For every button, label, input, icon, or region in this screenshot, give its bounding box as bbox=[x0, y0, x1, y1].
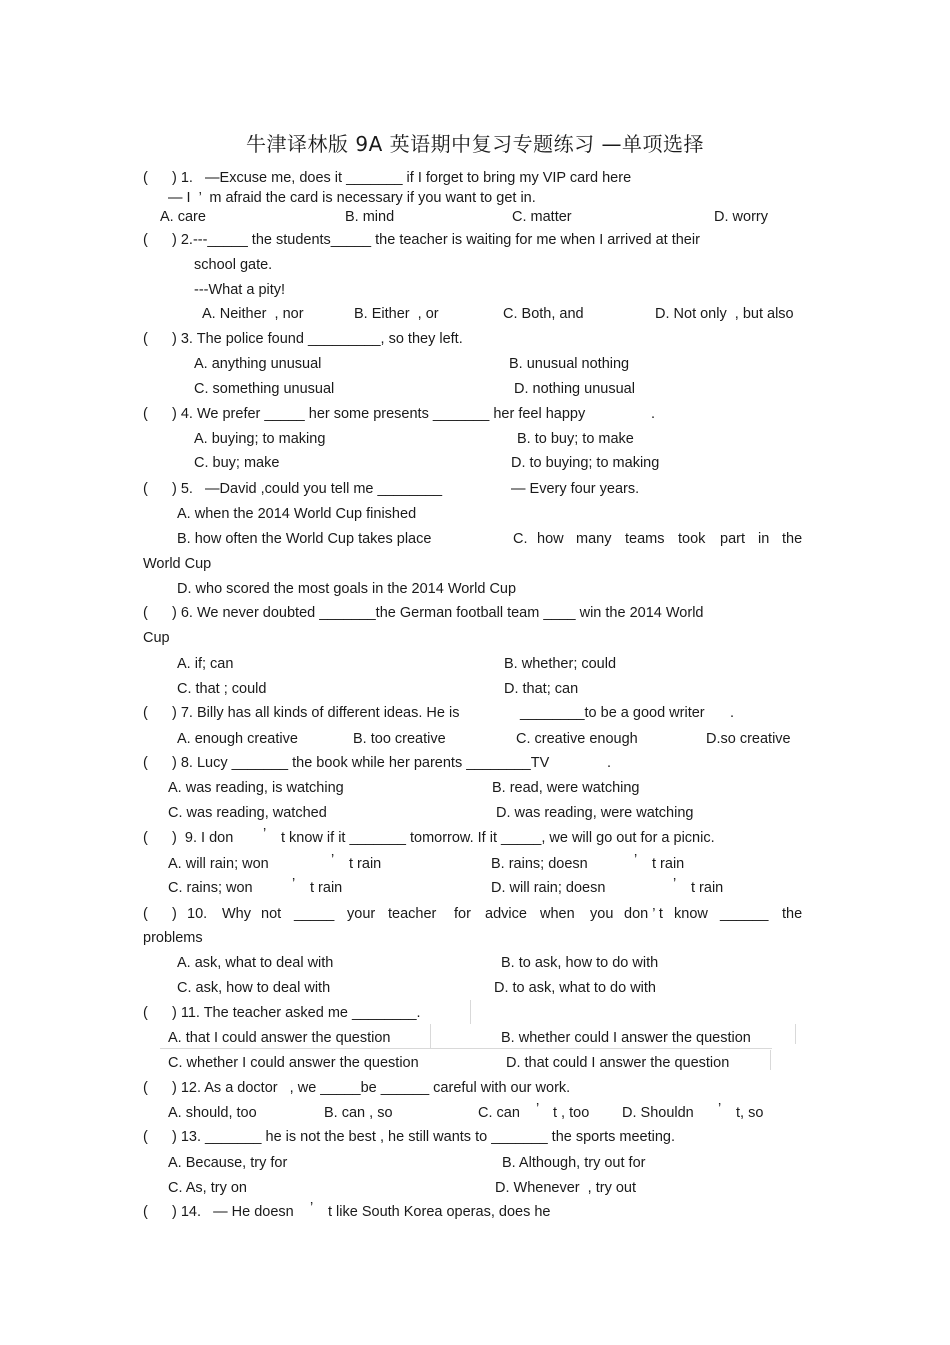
q5-option-c-word: teams bbox=[625, 531, 665, 547]
q6-option-b: B. whether; could bbox=[504, 656, 617, 672]
q5-option-c-cont: World Cup bbox=[143, 556, 212, 572]
q5-option-c-word: many bbox=[576, 531, 612, 547]
q10-stem-word: when bbox=[540, 906, 575, 922]
q13-option-d: D. Whenever , try out bbox=[495, 1180, 637, 1196]
q9-option-a-cont: t rain bbox=[349, 856, 382, 872]
q10-stem-word: Why bbox=[222, 906, 251, 922]
q10-stem-word: your bbox=[347, 906, 376, 922]
q4-period: . bbox=[651, 406, 656, 422]
q3-option-a: A. anything unusual bbox=[194, 356, 322, 372]
q9-option-d-cont: t rain bbox=[691, 880, 724, 896]
q9-option-c-cont: t rain bbox=[310, 880, 343, 896]
q11-option-b: B. whether could I answer the question bbox=[501, 1030, 751, 1046]
q8-option-b: B. read, were watching bbox=[492, 780, 640, 796]
q12-option-c-apostrophe: ’ bbox=[536, 1101, 540, 1117]
q5-option-c-word: in bbox=[758, 531, 770, 547]
q3-stem: ( ) 3. The police found _________, so they left. bbox=[143, 331, 463, 347]
q5-option-d: D. who scored the most goals in the 2014 World Cup bbox=[177, 581, 517, 597]
q10-stem-word: advice bbox=[485, 906, 527, 922]
q2-option-c: C. Both, and bbox=[503, 306, 584, 322]
q6-option-c: C. that ; could bbox=[177, 681, 267, 697]
q9-option-b-cont: t rain bbox=[652, 856, 685, 872]
q5-option-a: A. when the 2014 World Cup finished bbox=[177, 506, 417, 522]
q13-option-c: C. As, try on bbox=[168, 1180, 247, 1196]
table-rule bbox=[470, 1000, 471, 1024]
q11-option-d: D. that could I answer the question bbox=[506, 1055, 730, 1071]
q7-stem-cont: ________to be a good writer bbox=[520, 705, 705, 721]
q8-stem: ( ) 8. Lucy _______ the book while her parents ________TV bbox=[143, 755, 550, 771]
table-rule bbox=[160, 1048, 772, 1049]
q9-apostrophe: ’ bbox=[263, 826, 267, 842]
q6-option-d: D. that; can bbox=[504, 681, 579, 697]
q5-stem: ( ) 5. —David ,could you tell me ________ bbox=[143, 481, 443, 497]
q10-stem-word: for bbox=[454, 906, 471, 922]
table-rule bbox=[430, 1024, 431, 1048]
q1-option-c: C. matter bbox=[512, 209, 572, 225]
q8-option-c: C. was reading, watched bbox=[168, 805, 327, 821]
q4-option-b: B. to buy; to make bbox=[517, 431, 634, 447]
q12-option-c: C. can bbox=[478, 1105, 520, 1121]
q9-option-b-apostrophe: ’ bbox=[634, 852, 638, 868]
q1-option-d: D. worry bbox=[714, 209, 768, 225]
q11-stem: ( ) 11. The teacher asked me ________. bbox=[143, 1005, 421, 1021]
q7-option-a: A. enough creative bbox=[177, 731, 298, 747]
q1-option-b: B. mind bbox=[345, 209, 395, 225]
q10-option-a: A. ask, what to deal with bbox=[177, 955, 334, 971]
q2-option-b: B. Either , or bbox=[354, 306, 439, 322]
q10-option-d: D. to ask, what to do with bbox=[494, 980, 656, 996]
q10-stem-word: 10. bbox=[187, 906, 208, 922]
q9-stem: ( ) 9. I don bbox=[143, 830, 234, 846]
q7-option-b: B. too creative bbox=[353, 731, 446, 747]
q7-option-d: D.so creative bbox=[706, 731, 791, 747]
q4-option-d: D. to buying; to making bbox=[511, 455, 660, 471]
q12-option-b: B. can , so bbox=[324, 1105, 393, 1121]
q9-option-a-apostrophe: ’ bbox=[331, 852, 335, 868]
q10-stem-word: ______ bbox=[720, 906, 769, 922]
q10-option-c: C. ask, how to deal with bbox=[177, 980, 331, 996]
q2-option-d: D. Not only , but also bbox=[655, 306, 794, 322]
q1-reply: — I ’ m afraid the card is necessary if you want to get in. bbox=[168, 190, 536, 206]
q5-option-b: B. how often the World Cup takes place bbox=[177, 531, 432, 547]
q8-period: . bbox=[607, 755, 612, 771]
q5-reply: — Every four years. bbox=[511, 481, 640, 497]
q4-stem: ( ) 4. We prefer _____ her some presents _______ her feel happy bbox=[143, 406, 586, 422]
q12-option-a: A. should, too bbox=[168, 1105, 257, 1121]
q12-stem: ( ) 12. As a doctor , we _____be ______ careful with our work. bbox=[143, 1080, 571, 1096]
q14-apostrophe: ’ bbox=[310, 1200, 314, 1216]
q8-option-a: A. was reading, is watching bbox=[168, 780, 344, 796]
q12-option-c-cont: t , too bbox=[553, 1105, 590, 1121]
q10-stem-cont: problems bbox=[143, 930, 203, 946]
q13-option-a: A. Because, try for bbox=[168, 1155, 288, 1171]
q13-option-b: B. Although, try out for bbox=[502, 1155, 646, 1171]
q2-option-a: A. Neither , nor bbox=[202, 306, 304, 322]
q7-period: . bbox=[730, 705, 735, 721]
q6-stem-cont: Cup bbox=[143, 630, 170, 646]
q7-option-c: C. creative enough bbox=[516, 731, 638, 747]
q5-option-c-word: took bbox=[678, 531, 706, 547]
q9-option-c-apostrophe: ’ bbox=[292, 876, 296, 892]
q5-option-c-word: part bbox=[720, 531, 745, 547]
q9-option-b: B. rains; doesn bbox=[491, 856, 588, 872]
q13-stem: ( ) 13. _______ he is not the best , he still wants to _______ the sports meeting. bbox=[143, 1129, 675, 1145]
q9-option-d-apostrophe: ’ bbox=[673, 876, 677, 892]
q14-stem-cont: t like South Korea operas, does he bbox=[328, 1204, 551, 1220]
q2-stem-cont: school gate. bbox=[194, 257, 273, 273]
q9-stem-cont: t know if it _______ tomorrow. If it _____, we will go out for a picnic. bbox=[281, 830, 715, 846]
q5-option-c-word: C. bbox=[513, 531, 528, 547]
q3-option-c: C. something unusual bbox=[194, 381, 335, 397]
q11-option-a: A. that I could answer the question bbox=[168, 1030, 391, 1046]
q2-reply: ---What a pity! bbox=[194, 282, 286, 298]
q10-stem-word: don ’ t bbox=[624, 906, 663, 922]
q10-stem-word: _____ bbox=[294, 906, 335, 922]
q6-option-a: A. if; can bbox=[177, 656, 234, 672]
q14-stem: ( ) 14. — He doesn bbox=[143, 1204, 294, 1220]
table-rule bbox=[795, 1024, 796, 1044]
q5-option-c-word: the bbox=[782, 531, 803, 547]
q1-stem: ( ) 1. —Excuse me, does it _______ if I forget to bring my VIP card here bbox=[143, 170, 632, 186]
q1-option-a: A. care bbox=[160, 209, 206, 225]
q3-option-d: D. nothing unusual bbox=[514, 381, 635, 397]
q9-option-a: A. will rain; won bbox=[168, 856, 269, 872]
q10-stem-word: the bbox=[782, 906, 803, 922]
q9-option-d: D. will rain; doesn bbox=[491, 880, 606, 896]
q12-option-d-cont: t, so bbox=[736, 1105, 764, 1121]
q8-option-d: D. was reading, were watching bbox=[496, 805, 694, 821]
q10-stem-word: you bbox=[590, 906, 614, 922]
q4-option-c: C. buy; make bbox=[194, 455, 280, 471]
q11-option-c: C. whether I could answer the question bbox=[168, 1055, 419, 1071]
q6-stem: ( ) 6. We never doubted _______the German football team ____ win the 2014 World bbox=[143, 605, 704, 621]
page-title: 牛津译林版 9A 英语期中复习专题练习 —单项选择 bbox=[246, 132, 704, 156]
q9-option-c: C. rains; won bbox=[168, 880, 253, 896]
q2-stem: ( ) 2.---_____ the students_____ the teacher is waiting for me when I arrived at their bbox=[143, 232, 700, 248]
q12-option-d: D. Shouldn bbox=[622, 1105, 694, 1121]
table-rule bbox=[770, 1050, 771, 1070]
q7-stem: ( ) 7. Billy has all kinds of different ideas. He is bbox=[143, 705, 460, 721]
q3-option-b: B. unusual nothing bbox=[509, 356, 630, 372]
q10-stem-word: teacher bbox=[388, 906, 437, 922]
q5-option-c-word: how bbox=[537, 531, 564, 547]
q10-option-b: B. to ask, how to do with bbox=[501, 955, 659, 971]
q10-stem-word: know bbox=[674, 906, 708, 922]
q12-option-d-apostrophe: ’ bbox=[718, 1101, 722, 1117]
q10-stem-word: not bbox=[261, 906, 282, 922]
q4-option-a: A. buying; to making bbox=[194, 431, 326, 447]
q10-stem-word: ( ) bbox=[143, 906, 177, 922]
